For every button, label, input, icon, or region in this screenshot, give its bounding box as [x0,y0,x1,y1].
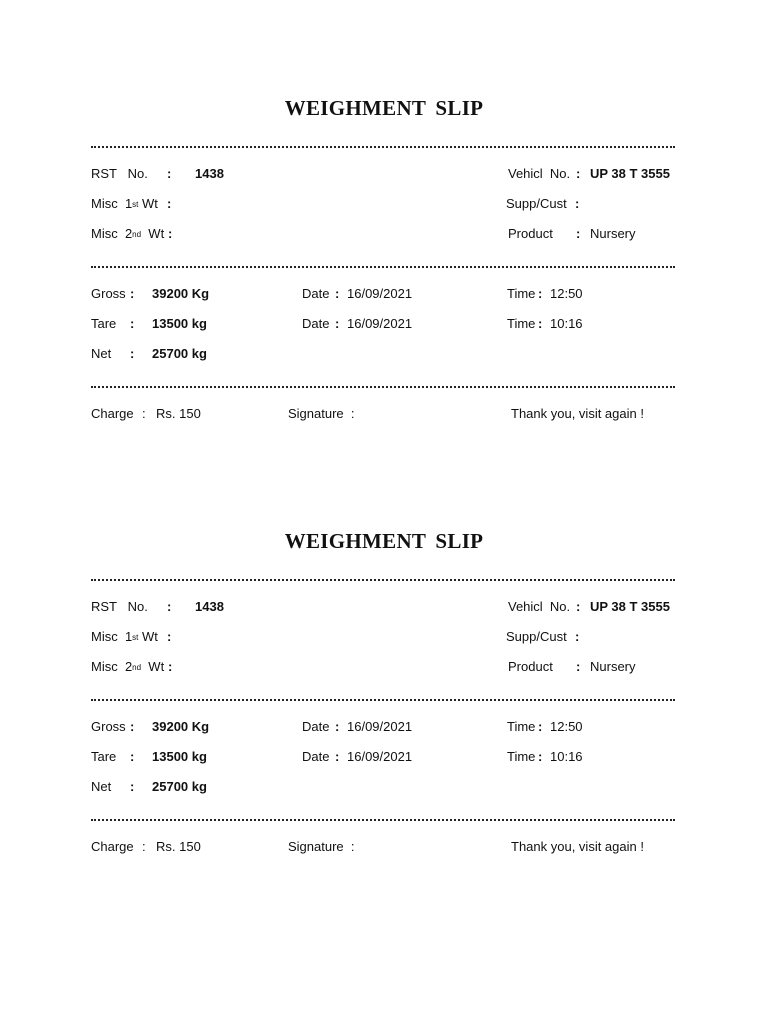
tare-date-colon: : [335,316,340,331]
gross-label: Gross [91,719,126,734]
misc-second-weight-colon: : [168,659,173,674]
tare-time-label: Time [507,316,536,331]
misc-second-weight-label: Misc 2 $^{nd}$ Wt [91,659,165,674]
gross-time-colon: : [538,286,543,301]
vehicle-value: UP 38 T 3555 [590,599,670,614]
tare-date-label: Date [302,749,330,764]
product-value: Nursery [590,659,636,674]
supp-cust-label: Supp/Cust [506,196,567,211]
tare-time-colon: : [538,749,543,764]
tare-time-label: Time [507,749,536,764]
product-value: Nursery [590,226,636,241]
product-colon: : [576,659,581,674]
tare-time-value: 10:16 [550,316,583,331]
tare-colon: : [130,316,135,331]
net-colon: : [130,346,135,361]
vehicle-label: Vehicl No. [508,599,571,614]
charge-label: Charge [91,406,134,421]
supp-cust-colon: : [575,196,580,211]
weighment-slip [0,0,768,421]
charge-value: Rs. 150 [156,839,201,854]
vehicle-colon: : [576,166,581,181]
gross-date-colon: : [335,286,340,301]
product-label: Product [508,659,553,674]
misc-second-weight-label: Misc 2 $^{nd}$ Wt [91,226,165,241]
gross-time-label: Time [507,719,536,734]
misc-label-text: Misc 2 [91,659,133,674]
charge-colon: : [142,839,146,854]
tare-weight-value: 13500 kg [152,749,207,764]
gross-time-value: 12:50 [550,286,583,301]
tare-weight-value: 13500 kg [152,316,207,331]
misc-label-text: Misc 1 [91,629,133,644]
tare-label: Tare [91,316,117,331]
tare-time-colon: : [538,316,543,331]
signature-label: Signature : [288,406,355,421]
misc-first-weight-colon: : [167,196,172,211]
net-label: Net [91,779,112,794]
misc-first-weight-label: Misc 1 $^{st}$ Wt [91,196,158,211]
misc-first-weight-colon: : [167,629,172,644]
dotted-divider [91,699,675,701]
gross-time-colon: : [538,719,543,734]
gross-time-value: 12:50 [550,719,583,734]
charge-label: Charge [91,839,134,854]
dotted-divider [91,386,675,388]
gross-date-value: 16/09/2021 [347,719,413,734]
misc-second-weight-colon: : [168,226,173,241]
thank-you-note: Thank you, visit again ! [511,406,644,421]
gross-weight-value: 39200 Kg [152,286,210,301]
net-colon: : [130,779,135,794]
rst-colon: : [167,166,172,181]
rst-value: 1438 [195,599,224,614]
weight-label-text: Wt [141,659,165,674]
tare-date-value: 16/09/2021 [347,749,413,764]
vehicle-value: UP 38 T 3555 [590,166,670,181]
tare-date-label: Date [302,316,330,331]
gross-date-label: Date [302,286,330,301]
tare-date-colon: : [335,749,340,764]
dotted-divider [91,819,675,821]
signature-label: Signature : [288,839,355,854]
charge-colon: : [142,406,146,421]
supp-cust-colon: : [575,629,580,644]
tare-label: Tare [91,749,117,764]
rst-label: RST No. [91,166,148,181]
rst-value: 1438 [195,166,224,181]
dotted-divider [91,146,675,148]
weight-label-text: Wt [141,226,165,241]
tare-date-value: 16/09/2021 [347,316,413,331]
tare-time-value: 10:16 [550,749,583,764]
rst-colon: : [167,599,172,614]
slip-title: WEIGHMENT SLIP [284,96,484,120]
charge-value: Rs. 150 [156,406,201,421]
vehicle-colon: : [576,599,581,614]
gross-weight-value: 39200 Kg [152,719,210,734]
gross-colon: : [130,286,135,301]
net-label: Net [91,346,112,361]
misc-label-text: Misc 2 [91,226,133,241]
gross-label: Gross [91,286,126,301]
gross-date-label: Date [302,719,330,734]
gross-colon: : [130,719,135,734]
tare-colon: : [130,749,135,764]
misc-first-weight-label: Misc 1 $^{st}$ Wt [91,629,158,644]
product-label: Product [508,226,553,241]
gross-time-label: Time [507,286,536,301]
product-colon: : [576,226,581,241]
weight-label-text: Wt [138,629,158,644]
gross-date-value: 16/09/2021 [347,286,413,301]
supp-cust-label: Supp/Cust [506,629,567,644]
net-weight-value: 25700 kg [152,779,207,794]
weighment-slip [0,433,768,854]
rst-label: RST No. [91,599,148,614]
gross-date-colon: : [335,719,340,734]
net-weight-value: 25700 kg [152,346,207,361]
slip-title: WEIGHMENT SLIP [284,529,484,553]
weight-label-text: Wt [138,196,158,211]
thank-you-note: Thank you, visit again ! [511,839,644,854]
dotted-divider [91,579,675,581]
vehicle-label: Vehicl No. [508,166,571,181]
dotted-divider [91,266,675,268]
misc-label-text: Misc 1 [91,196,133,211]
